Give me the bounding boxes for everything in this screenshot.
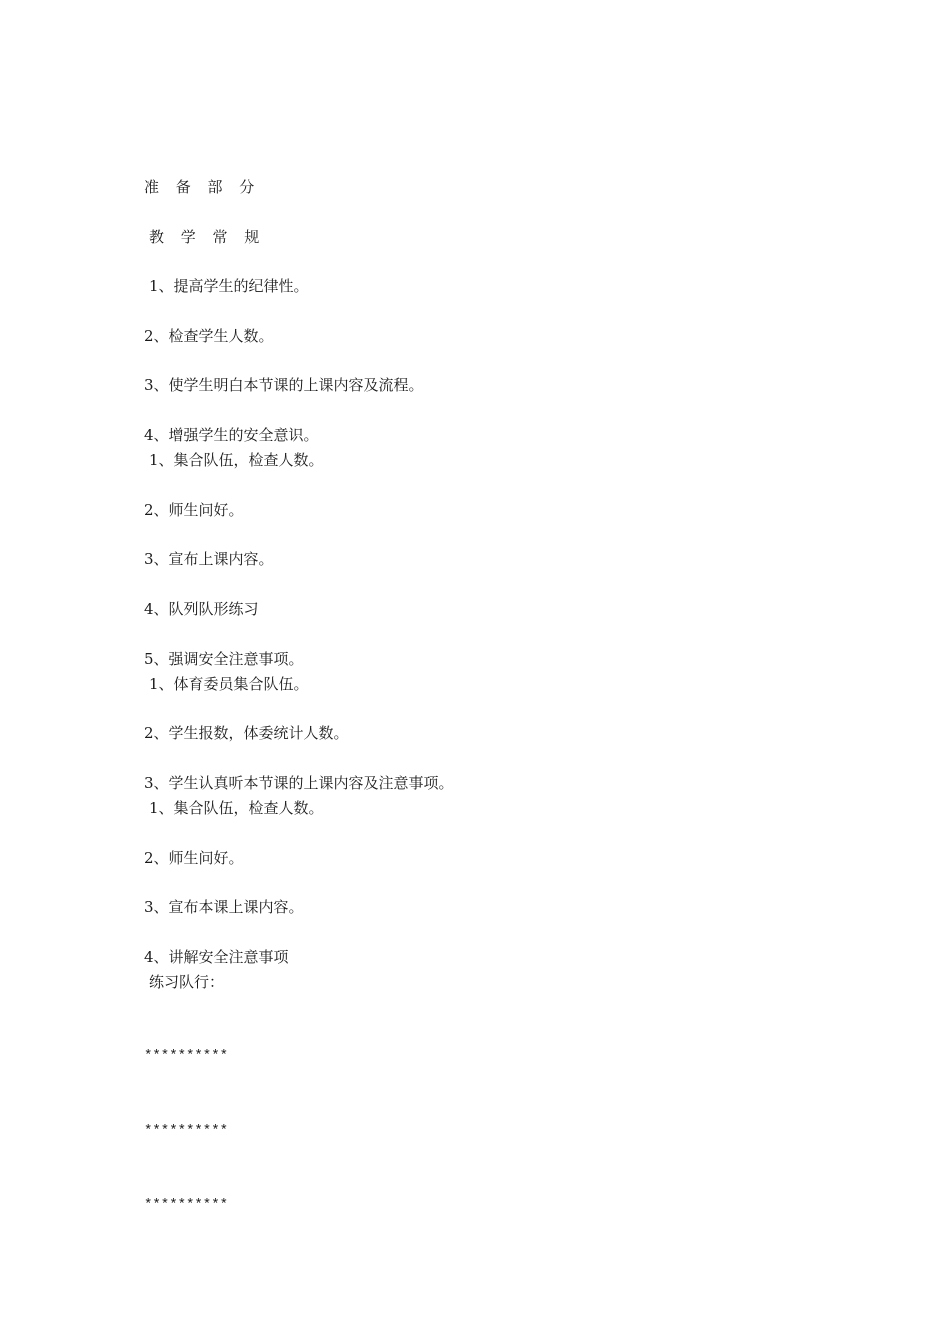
student-step: 1、体育委员集合队伍。 <box>149 675 309 693</box>
goal-item: 1、提高学生的纪律性。 <box>149 277 309 295</box>
requirement-item: 4、讲解安全注意事项 <box>144 948 289 966</box>
requirement-item: 3、宣布本课上课内容。 <box>144 898 304 916</box>
formation-row: ********** <box>144 1048 229 1064</box>
goal-item: 4、增强学生的安全意识。 <box>144 426 319 444</box>
requirement-item: 1、集合队伍，检查人数。 <box>149 799 324 817</box>
teacher-step: 1、集合队伍，检查人数。 <box>149 451 324 469</box>
teacher-step: 5、强调安全注意事项。 <box>144 650 304 668</box>
teacher-step: 3、宣布上课内容。 <box>144 550 274 568</box>
student-step: 3、学生认真听本节课的上课内容及注意事项。 <box>144 774 454 792</box>
formation-label: 练习队行： <box>149 973 225 991</box>
teacher-step: 2、师生问好。 <box>144 501 244 519</box>
formation-row: ********** <box>144 1123 229 1139</box>
goal-item: 2、检查学生人数。 <box>144 327 274 345</box>
section-title: 准 备 部 分 <box>144 178 261 196</box>
teacher-step: 4、队列队形练习 <box>144 600 259 618</box>
routine-title: 教 学 常 规 <box>149 228 266 246</box>
formation-row: ********** <box>144 1197 229 1213</box>
student-step: 2、学生报数，体委统计人数。 <box>144 724 349 742</box>
requirement-item: 2、师生问好。 <box>144 849 244 867</box>
goal-item: 3、使学生明白本节课的上课内容及流程。 <box>144 376 424 394</box>
